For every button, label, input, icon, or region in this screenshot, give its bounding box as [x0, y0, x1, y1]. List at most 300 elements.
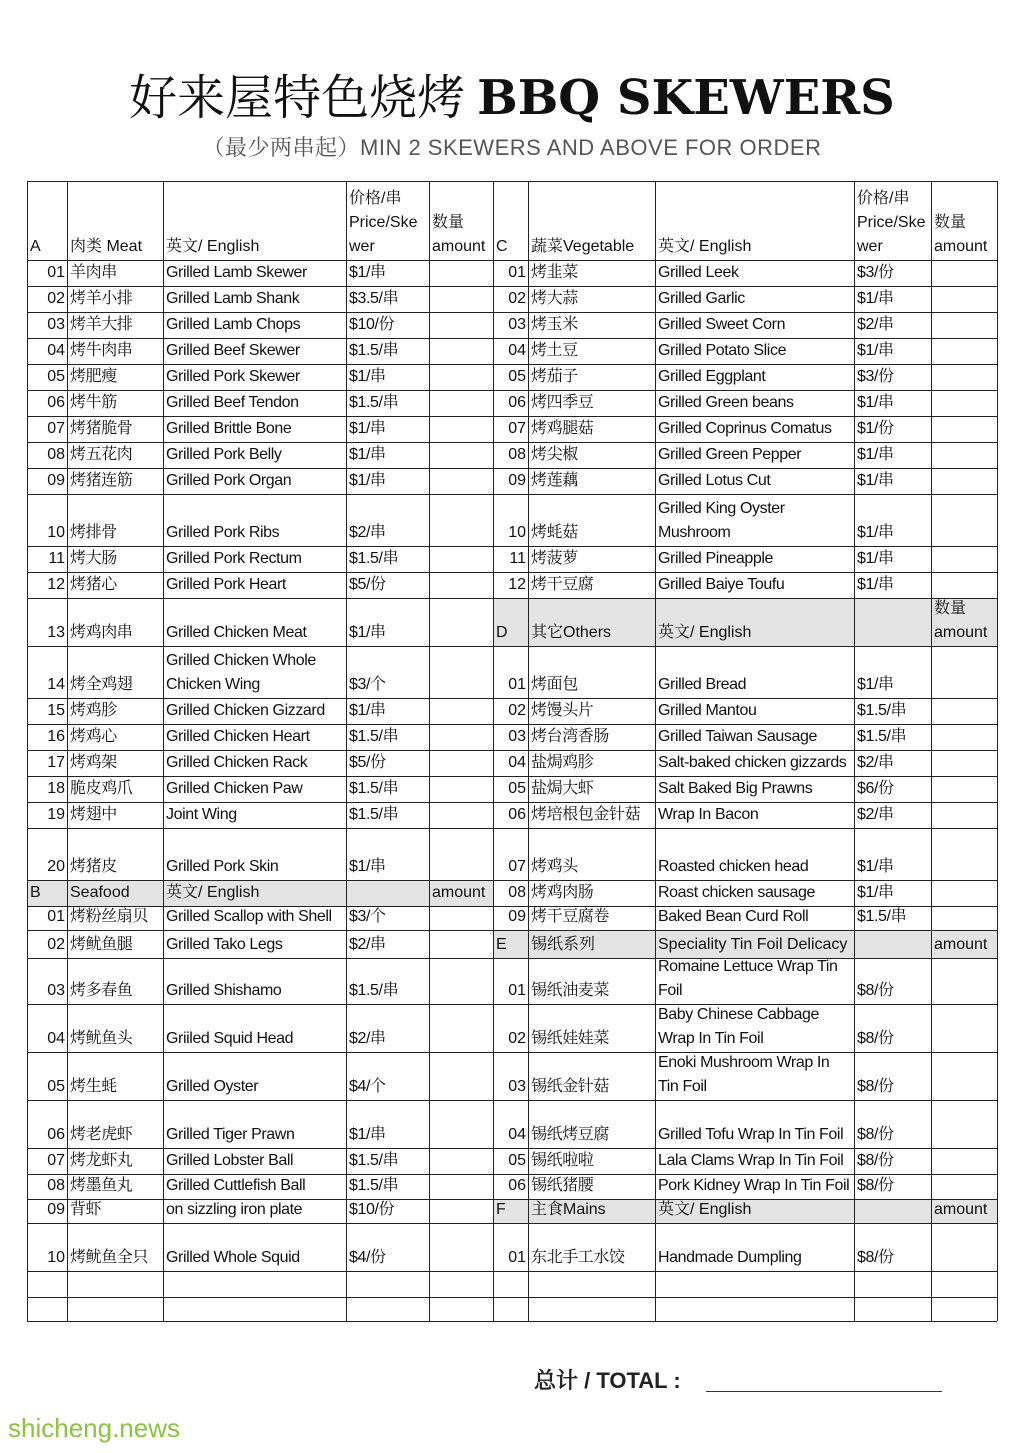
right-item-name-text: 烤台湾香肠 — [531, 728, 610, 745]
left-item-name — [70, 338, 161, 364]
left-item-name-text: 烤生蚝 — [70, 1078, 117, 1095]
right-item-amount-input[interactable] — [934, 572, 995, 598]
left-item-price — [349, 494, 427, 546]
left-section-name-text: Seafood — [70, 884, 130, 901]
right-item-amount-input[interactable] — [934, 776, 995, 802]
grid-hline — [27, 698, 997, 699]
right-item-name — [531, 1148, 653, 1174]
left-item-price — [349, 572, 427, 598]
right-item-amount-input[interactable] — [934, 312, 995, 338]
grid-vline — [346, 181, 347, 1321]
left-item-name-text: 烤猪皮 — [70, 858, 117, 875]
left-item-amount-input[interactable] — [432, 286, 491, 312]
right-item-english — [658, 724, 852, 750]
right-item-english-text: Grilled Green beans — [658, 394, 794, 411]
right-item-no-text: 01 — [508, 264, 526, 281]
left-item-name — [70, 572, 161, 598]
right-item-amount-input[interactable] — [934, 286, 995, 312]
right-item-no — [496, 776, 528, 802]
right-item-amount-input[interactable] — [934, 828, 995, 880]
left-item-no — [30, 958, 67, 1004]
left-item-amount-input[interactable] — [432, 364, 491, 390]
left-item-amount-input[interactable] — [432, 906, 491, 930]
right-section-amount — [934, 598, 995, 646]
left-item-amount-input[interactable] — [432, 312, 491, 338]
left-item-price-text: $10/份 — [349, 316, 395, 333]
left-item-price-text: $1/串 — [349, 624, 386, 641]
left-item-no-text: 13 — [47, 624, 65, 641]
right-item-no — [496, 390, 528, 416]
left-item-price — [349, 1004, 427, 1052]
left-item-name — [70, 1100, 161, 1148]
left-item-no-text: 08 — [47, 1177, 65, 1194]
left-item-amount-input[interactable] — [432, 930, 491, 958]
right-item-no — [496, 906, 528, 930]
left-item-name-text: 烤猪连筋 — [70, 472, 133, 489]
right-item-price-text: $1/串 — [857, 884, 894, 901]
right-item-amount-input[interactable] — [934, 646, 995, 698]
left-section-letter-text: B — [30, 884, 41, 901]
right-item-amount-input[interactable] — [934, 546, 995, 572]
left-item-price-text: $1.5/串 — [349, 1177, 399, 1194]
grid-hline — [27, 416, 997, 417]
right-item-no-text: 07 — [508, 420, 526, 437]
left-item-amount-input[interactable] — [432, 646, 491, 698]
right-item-price-text: $1/串 — [857, 290, 894, 307]
right-item-amount-input[interactable] — [934, 390, 995, 416]
right-item-no — [496, 286, 528, 312]
left-item-amount-input[interactable] — [432, 468, 491, 494]
right-col-section-text: C — [496, 238, 508, 255]
right-item-amount-input[interactable] — [934, 698, 995, 724]
left-item-name-text: 烤猪脆骨 — [70, 420, 133, 437]
grid-hline — [27, 1297, 997, 1298]
right-item-amount-input[interactable] — [934, 1004, 995, 1052]
right-item-amount-input[interactable] — [934, 1100, 995, 1148]
right-item-amount-input[interactable] — [934, 1052, 995, 1100]
left-item-no-text: 19 — [47, 806, 65, 823]
grid-vline — [163, 181, 164, 1321]
right-item-price — [857, 880, 929, 906]
right-item-amount-input[interactable] — [934, 880, 995, 906]
left-item-no — [30, 698, 67, 724]
grid-hline — [27, 286, 997, 287]
right-col-price-text: 价格/串 Price/Ske wer — [857, 190, 926, 255]
right-item-no-text: 01 — [508, 982, 526, 999]
left-col-english-text: 英文/ English — [166, 238, 260, 255]
right-item-no — [496, 1223, 528, 1271]
left-item-price — [349, 1174, 427, 1199]
right-item-name — [531, 286, 653, 312]
left-item-name — [70, 598, 161, 646]
right-item-name — [531, 1223, 653, 1271]
right-item-no — [496, 468, 528, 494]
left-item-no — [30, 390, 67, 416]
right-item-amount-input[interactable] — [934, 1223, 995, 1271]
left-item-english-text: Grilled Chicken Paw — [166, 780, 303, 797]
left-item-name-text: 烤老虎虾 — [70, 1126, 133, 1143]
right-item-english-text: Grilled Pineapple — [658, 550, 774, 567]
left-item-name-text: 烤翅中 — [70, 806, 117, 823]
left-item-price-text: $10/份 — [349, 1201, 395, 1218]
left-col-price — [349, 181, 427, 260]
grid-vline — [854, 181, 855, 1321]
right-item-amount-input[interactable] — [934, 338, 995, 364]
grid-vline — [931, 181, 932, 1321]
left-item-english-text: Grilled Pork Rectum — [166, 550, 302, 567]
left-item-amount-input[interactable] — [432, 776, 491, 802]
left-item-english — [166, 390, 344, 416]
left-item-name-text: 脆皮鸡爪 — [70, 780, 133, 797]
left-item-english-text: Grilled Chicken Rack — [166, 754, 308, 771]
right-item-name-text: 烤面包 — [531, 676, 578, 693]
title-chinese: 好来屋特色烧烤 — [129, 70, 466, 126]
right-item-name-text: 东北手工水饺 — [531, 1249, 625, 1266]
left-item-amount-input[interactable] — [432, 1052, 491, 1100]
left-item-price — [349, 1199, 427, 1223]
right-item-english — [658, 750, 852, 776]
right-item-english-text: Salt Baked Big Prawns — [658, 780, 813, 797]
right-item-english-text: Grilled Tofu Wrap In Tin Foil — [658, 1126, 844, 1143]
right-item-price-text: $1.5/串 — [857, 702, 907, 719]
left-item-amount-input[interactable] — [432, 1174, 491, 1199]
left-item-english-text: Grilled Oyster — [166, 1078, 259, 1095]
right-item-price — [857, 364, 929, 390]
right-section-letter — [496, 598, 526, 646]
right-item-english — [658, 286, 852, 312]
right-item-english-text: Grilled Garlic — [658, 290, 745, 307]
right-item-price-text: $1/串 — [857, 524, 894, 541]
left-item-name-text: 烤粉丝扇贝 — [70, 908, 149, 925]
left-item-price — [349, 286, 427, 312]
left-item-english — [166, 1223, 344, 1271]
right-item-price-text: $6/份 — [857, 780, 894, 797]
right-item-price-text: $1/串 — [857, 394, 894, 411]
left-item-no — [30, 338, 67, 364]
right-section-english-text: Speciality Tin Foil Delicacy — [658, 936, 848, 953]
left-item-name — [70, 442, 161, 468]
right-item-price — [857, 390, 929, 416]
right-item-price — [857, 802, 929, 828]
left-item-price — [349, 364, 427, 390]
left-item-amount-input[interactable] — [432, 1100, 491, 1148]
right-item-price — [857, 776, 929, 802]
grid-hline — [27, 802, 997, 803]
right-item-english-text: Enoki Mushroom Wrap In Tin Foil — [658, 1054, 830, 1095]
grid-hline — [27, 930, 997, 931]
left-item-no — [30, 802, 67, 828]
watermark: shicheng.news — [8, 1413, 180, 1443]
left-item-price-text: $3.5/串 — [349, 290, 399, 307]
left-item-no-text: 06 — [47, 394, 65, 411]
left-item-no-text: 01 — [47, 908, 65, 925]
right-item-name-text: 烤尖椒 — [531, 446, 578, 463]
left-item-price-text: $1.5/串 — [349, 1152, 399, 1169]
right-item-name — [531, 494, 653, 546]
right-item-name-text: 盐焗大虾 — [531, 780, 594, 797]
right-item-amount-input[interactable] — [934, 442, 995, 468]
left-item-name-text: 烤墨鱼丸 — [70, 1177, 133, 1194]
right-item-name-text: 烤馒头片 — [531, 702, 594, 719]
right-item-price — [857, 906, 929, 930]
left-item-amount-input[interactable] — [432, 338, 491, 364]
left-item-name — [70, 698, 161, 724]
left-item-no — [30, 1052, 67, 1100]
right-item-price-text: $8/份 — [857, 1177, 894, 1194]
left-item-english-text: Grilled Pork Skin — [166, 858, 279, 875]
title-english: BBQ SKEWERS — [477, 70, 895, 126]
right-item-english — [658, 958, 852, 1004]
left-item-amount-input[interactable] — [432, 416, 491, 442]
right-section-name — [531, 1199, 653, 1223]
right-item-no — [496, 364, 528, 390]
grid-hline — [27, 828, 997, 829]
right-item-amount-input[interactable] — [934, 468, 995, 494]
left-item-no — [30, 598, 67, 646]
left-item-amount-input[interactable] — [432, 1199, 491, 1223]
right-item-amount-input[interactable] — [934, 958, 995, 1004]
left-item-name — [70, 312, 161, 338]
left-item-no-text: 04 — [47, 1030, 65, 1047]
right-item-no-text: 03 — [508, 1078, 526, 1095]
right-item-amount-input[interactable] — [934, 802, 995, 828]
left-item-no — [30, 1148, 67, 1174]
right-item-name — [531, 1004, 653, 1052]
right-section-english-text: 英文/ English — [658, 1201, 752, 1218]
right-item-price-text: $3/份 — [857, 264, 894, 281]
right-item-name-text: 锡纸猪腰 — [531, 1177, 594, 1194]
left-item-price-text: $1.5/串 — [349, 780, 399, 797]
left-item-amount-input[interactable] — [432, 958, 491, 1004]
page-subtitle: （最少两串起）MIN 2 SKEWERS AND ABOVE FOR ORDER — [202, 135, 822, 160]
right-section-price-blank — [857, 930, 929, 958]
right-item-english-text: Grilled Taiwan Sausage — [658, 728, 818, 745]
left-section-price-blank — [349, 880, 427, 906]
right-item-english — [658, 906, 852, 930]
left-item-english — [166, 1199, 344, 1223]
grid-hline — [27, 1199, 997, 1200]
left-item-no — [30, 776, 67, 802]
right-item-amount-input[interactable] — [934, 260, 995, 286]
grid-hline — [27, 390, 997, 391]
right-item-name-text: 烤玉米 — [531, 316, 578, 333]
left-item-no-text: 02 — [47, 936, 65, 953]
right-item-price-text: $1/串 — [857, 858, 894, 875]
left-item-price-text: $1/串 — [349, 702, 386, 719]
right-item-amount-input[interactable] — [934, 724, 995, 750]
left-item-no — [30, 646, 67, 698]
right-item-english — [658, 416, 852, 442]
grid-hline — [27, 181, 997, 182]
right-item-price-text: $8/份 — [857, 1152, 894, 1169]
left-item-name — [70, 1174, 161, 1199]
total-input-line[interactable] — [706, 1391, 942, 1392]
left-item-no — [30, 1004, 67, 1052]
left-item-amount-input[interactable] — [432, 494, 491, 546]
left-item-name — [70, 1052, 161, 1100]
right-item-amount-input[interactable] — [934, 750, 995, 776]
right-item-english-text: Roasted chicken head — [658, 858, 809, 875]
right-item-no-text: 10 — [508, 524, 526, 541]
right-item-amount-input[interactable] — [934, 906, 995, 930]
right-col-section — [496, 181, 526, 260]
right-col-name-text: 蔬菜Vegetable — [531, 238, 635, 255]
left-col-name-text: 肉类 Meat — [70, 238, 143, 255]
left-col-section — [30, 181, 65, 260]
right-item-amount-input[interactable] — [934, 494, 995, 546]
left-item-amount-input[interactable] — [432, 546, 491, 572]
right-item-name-text: 锡纸金针菇 — [531, 1078, 610, 1095]
left-item-price — [349, 802, 427, 828]
left-item-amount-input[interactable] — [432, 750, 491, 776]
left-item-name — [70, 364, 161, 390]
left-item-english — [166, 958, 344, 1004]
left-item-english — [166, 1174, 344, 1199]
right-item-name — [531, 260, 653, 286]
right-item-no — [496, 750, 528, 776]
right-item-name-text: 烤四季豆 — [531, 394, 594, 411]
right-item-english — [658, 572, 852, 598]
right-item-english-text: Grilled Sweet Corn — [658, 316, 786, 333]
right-item-name — [531, 416, 653, 442]
right-item-english-text: Grilled Coprinus Comatus — [658, 420, 832, 437]
page-title — [0, 68, 1024, 128]
left-item-name-text: 烤鸡架 — [70, 754, 117, 771]
left-item-name-text: 烤排骨 — [70, 524, 117, 541]
left-item-name-text: 烤鱿鱼头 — [70, 1030, 133, 1047]
left-item-english — [166, 698, 344, 724]
right-item-no — [496, 802, 528, 828]
right-item-no — [496, 1174, 528, 1199]
right-item-no — [496, 494, 528, 546]
left-item-no-text: 07 — [47, 1152, 65, 1169]
left-item-price-text: $1.5/串 — [349, 728, 399, 745]
right-item-name — [531, 1100, 653, 1148]
left-item-no-text: 12 — [47, 576, 65, 593]
left-col-amount — [432, 181, 491, 260]
right-item-english-text: Grilled Bread — [658, 676, 747, 693]
right-item-name — [531, 338, 653, 364]
right-item-amount-input[interactable] — [934, 416, 995, 442]
left-section-english — [166, 880, 344, 906]
left-item-price-text: $5/份 — [349, 754, 386, 771]
right-item-name — [531, 546, 653, 572]
right-section-english — [658, 598, 852, 646]
right-item-english — [658, 802, 852, 828]
grid-vline — [493, 181, 494, 1321]
left-item-no — [30, 468, 67, 494]
left-item-amount-input[interactable] — [432, 1148, 491, 1174]
left-item-amount-input[interactable] — [432, 698, 491, 724]
right-section-amount-text: 数量 amount — [934, 600, 988, 641]
left-item-amount-input[interactable] — [432, 1223, 491, 1271]
left-item-amount-input[interactable] — [432, 598, 491, 646]
left-item-no — [30, 442, 67, 468]
left-item-name — [70, 416, 161, 442]
left-item-amount-input[interactable] — [432, 572, 491, 598]
left-item-amount-input[interactable] — [432, 724, 491, 750]
right-item-no-text: 01 — [508, 1249, 526, 1266]
right-item-name — [531, 390, 653, 416]
right-item-price — [857, 442, 929, 468]
right-item-no-text: 03 — [508, 316, 526, 333]
right-item-amount-input[interactable] — [934, 364, 995, 390]
left-item-price — [349, 1148, 427, 1174]
right-item-no — [496, 1100, 528, 1148]
left-item-name-text: 烤鱿鱼全只 — [70, 1249, 149, 1266]
left-item-amount-input[interactable] — [432, 390, 491, 416]
right-item-no-text: 12 — [508, 576, 526, 593]
right-item-name — [531, 364, 653, 390]
right-item-price — [857, 494, 929, 546]
left-item-english — [166, 338, 344, 364]
right-item-name-text: 锡纸啦啦 — [531, 1152, 594, 1169]
left-item-price-text: $1.5/串 — [349, 982, 399, 999]
left-item-name — [70, 1004, 161, 1052]
right-item-price — [857, 646, 929, 698]
right-item-amount-input[interactable] — [934, 1174, 995, 1199]
left-item-english-text: Grilled Beef Tendon — [166, 394, 299, 411]
right-section-letter — [496, 930, 526, 958]
left-item-english — [166, 1004, 344, 1052]
right-item-no-text: 03 — [508, 728, 526, 745]
grid-hline — [27, 750, 997, 751]
left-item-amount-input[interactable] — [432, 828, 491, 880]
right-item-no — [496, 442, 528, 468]
right-item-english — [658, 468, 852, 494]
left-section-amount — [432, 880, 491, 906]
right-item-no-text: 04 — [508, 342, 526, 359]
left-item-english-text: Grilled Brittle Bone — [166, 420, 292, 437]
left-item-no — [30, 286, 67, 312]
right-col-english — [658, 181, 852, 260]
right-section-letter-text: D — [496, 624, 508, 641]
right-item-price-text: $1.5/串 — [857, 908, 907, 925]
left-item-price-text: $1/串 — [349, 368, 386, 385]
grid-hline — [27, 906, 997, 907]
left-item-no-text: 09 — [47, 472, 65, 489]
right-section-amount — [934, 930, 995, 958]
right-item-no — [496, 260, 528, 286]
right-item-no — [496, 1148, 528, 1174]
right-item-price-text: $1/串 — [857, 550, 894, 567]
left-item-amount-input[interactable] — [432, 802, 491, 828]
grid-hline — [27, 1004, 997, 1005]
left-item-price — [349, 724, 427, 750]
left-item-price — [349, 750, 427, 776]
left-item-name — [70, 958, 161, 1004]
left-item-amount-input[interactable] — [432, 442, 491, 468]
left-item-english — [166, 930, 344, 958]
left-item-amount-input[interactable] — [432, 1004, 491, 1052]
right-item-english-text: Pork Kidney Wrap In Tin Foil — [658, 1177, 850, 1194]
left-item-name-text: 烤羊小排 — [70, 290, 133, 307]
right-item-english — [658, 338, 852, 364]
left-item-no-text: 10 — [47, 1249, 65, 1266]
grid-hline — [27, 646, 997, 647]
left-item-amount-input[interactable] — [432, 260, 491, 286]
left-item-english — [166, 750, 344, 776]
right-item-price-text: $8/份 — [857, 1126, 894, 1143]
right-item-no-text: 08 — [508, 446, 526, 463]
grid-hline — [27, 1271, 997, 1272]
right-item-price — [857, 468, 929, 494]
left-item-english-text: Grilled Cuttlefish Ball — [166, 1177, 306, 1194]
left-item-price-text: $2/串 — [349, 524, 386, 541]
right-item-name-text: 烤韭菜 — [531, 264, 578, 281]
left-item-price-text: $1.5/串 — [349, 550, 399, 567]
right-item-amount-input[interactable] — [934, 1148, 995, 1174]
